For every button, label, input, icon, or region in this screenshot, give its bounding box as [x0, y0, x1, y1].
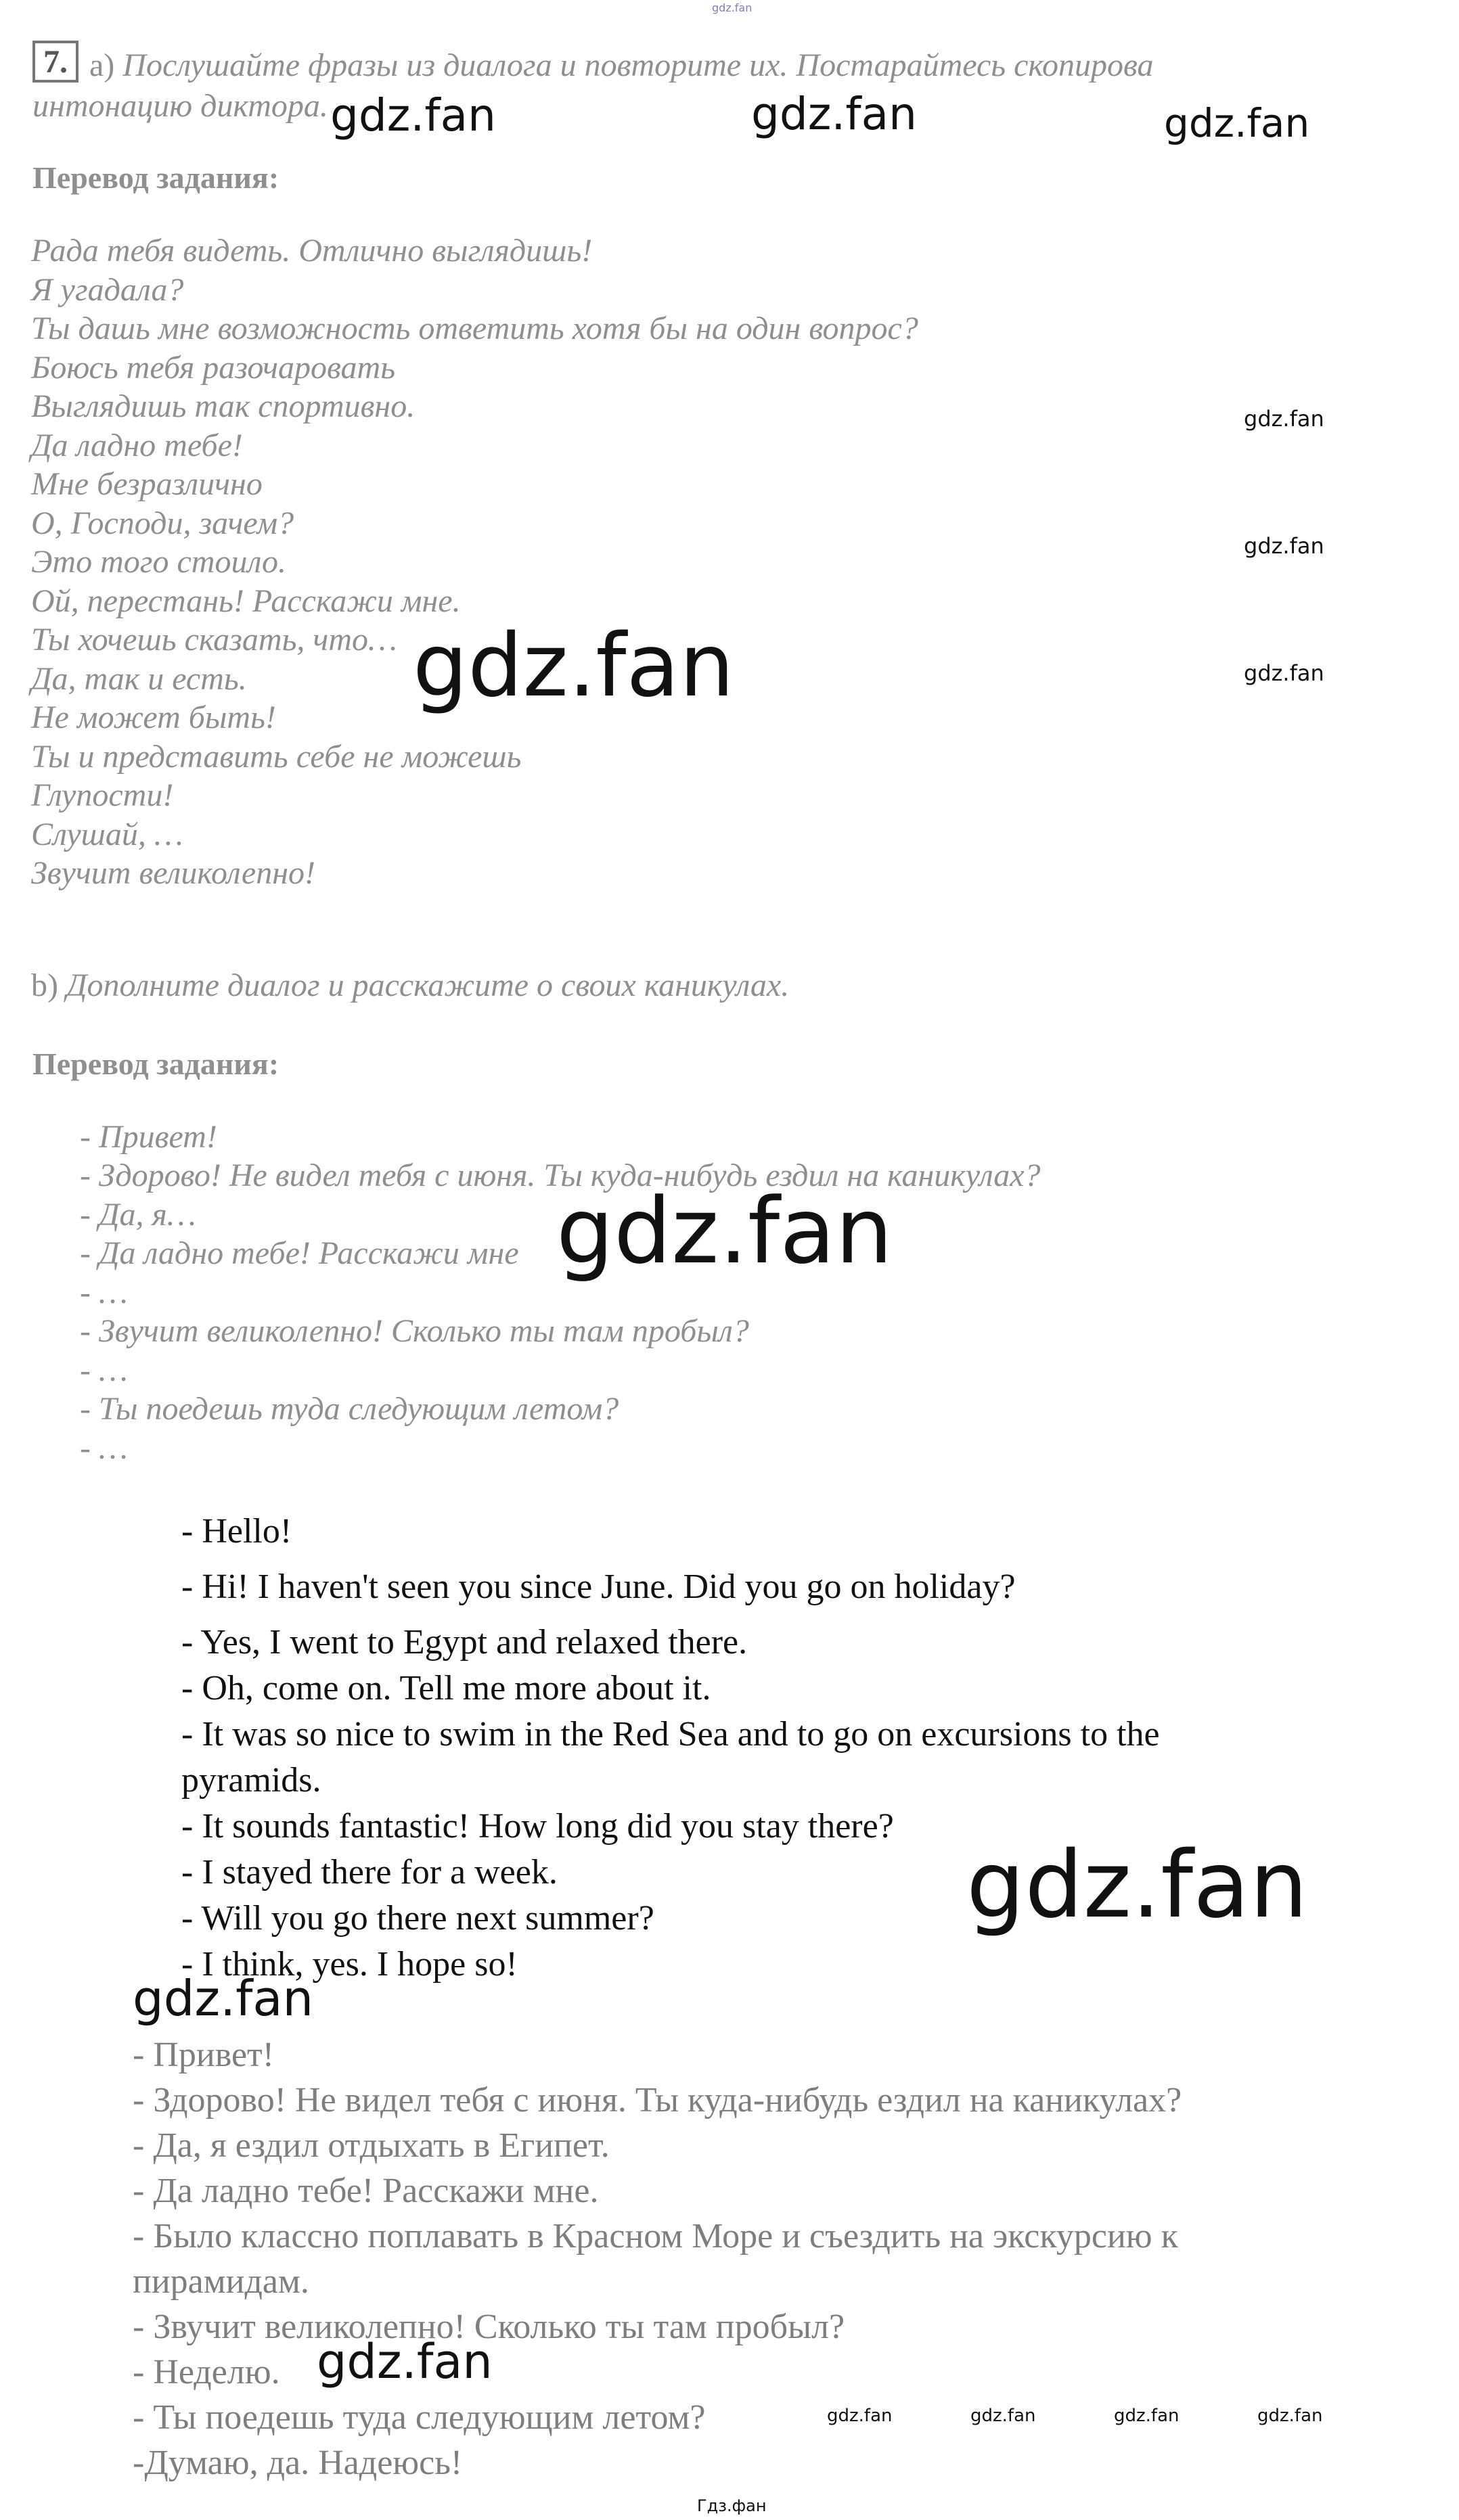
dialog-ru-line: - Здорово! Не видел тебя с июня. Ты куда-нибудь ездил на каникулах?: [80, 1158, 1041, 1193]
watermark: gdz.fan: [1244, 533, 1324, 559]
answer-en-line: - It was so nice to swim in the Red Sea and to go on excursions to the: [181, 1715, 1160, 1754]
dialog-ru-line: - …: [80, 1275, 128, 1310]
dialog-ru-line: - Да ладно тебе! Расскажи мне: [80, 1235, 519, 1271]
phrase-line: Ты и представить себе не можешь: [31, 739, 522, 775]
section-b-heading: Перевод задания:: [32, 1047, 279, 1081]
watermark: gdz.fan: [317, 2334, 493, 2389]
phrase-line: Не может быть!: [31, 700, 276, 735]
answer-ru-line: пирамидам.: [133, 2262, 309, 2301]
phrase-line: Мне безразлично: [31, 466, 263, 502]
phrase-line: Ты дашь мне возможность ответить хотя бы на один вопрос?: [31, 311, 918, 346]
watermark: gdz.fan: [827, 2406, 893, 2426]
watermark: gdz.fan: [413, 616, 734, 716]
answer-en-line: - I think, yes. I hope so!: [181, 1945, 518, 1984]
answer-en-line: - Hello!: [181, 1512, 292, 1551]
answer-ru-line: - Ты поедешь туда следующим летом?: [133, 2398, 706, 2437]
phrase-line: Боюсь тебя разочаровать: [31, 350, 396, 386]
answer-ru-line: - Неделю.: [133, 2353, 280, 2391]
watermark: gdz.fan: [1244, 406, 1324, 432]
answer-en-line: pyramids.: [181, 1761, 321, 1800]
answer-en-line: - Hi! I haven't seen you since June. Did you go on holiday?: [181, 1567, 1016, 1606]
phrase-line: Слушай, …: [31, 817, 183, 852]
phrase-line: Звучит великолепно!: [31, 855, 315, 891]
phrase-line: Ты хочешь сказать, что…: [31, 622, 397, 658]
phrase-line: Я угадала?: [31, 272, 184, 308]
phrase-line: Это того стоило.: [31, 544, 286, 580]
watermark: gdz.fan: [1164, 100, 1310, 146]
answer-ru-line: - Звучит великолепно! Сколько ты там пробыл?: [133, 2308, 845, 2346]
answer-ru-line: - Да, я ездил отдыхать в Египет.: [133, 2126, 610, 2165]
phrase-line: О, Господи, зачем?: [31, 505, 294, 541]
section-a-heading: Перевод задания:: [32, 160, 279, 195]
phrase-line: Да ладно тебе!: [31, 428, 243, 463]
watermark: gdz.fan: [751, 88, 917, 140]
watermark: gdz.fan: [1257, 2406, 1323, 2426]
dialog-ru-line: - Ты поедешь туда следующим летом?: [80, 1391, 619, 1427]
phrase-line: Ой, перестань! Расскажи мне.: [31, 583, 461, 619]
part-b-letter: b): [31, 967, 58, 1003]
part-a-instruction-line-1: Послушайте фразы из диалога и повторите их. Постарайтесь скопирова: [122, 47, 1154, 83]
dialog-ru-line: - Да, я…: [80, 1197, 196, 1233]
phrase-line: Глупости!: [31, 777, 174, 813]
watermark: gdz.fan: [133, 1970, 314, 2027]
answer-en-line: - It sounds fantastic! How long did you stay there?: [181, 1807, 894, 1846]
part-b-instruction-text: Дополните диалог и расскажите о своих каникулах.: [66, 967, 790, 1003]
answer-ru-line: -Думаю, да. Надеюсь!: [133, 2444, 463, 2482]
phrase-line: Да, так и есть.: [31, 661, 247, 697]
watermark-top: gdz.fan: [712, 1, 753, 14]
task-number: 7.: [32, 41, 78, 83]
answer-en-line: - I stayed there for a week.: [181, 1853, 558, 1892]
dialog-ru-line: - …: [80, 1352, 128, 1388]
part-a-instruction: [89, 46, 1154, 85]
watermark: gdz.fan: [966, 1832, 1308, 1939]
watermark: gdz.fan: [330, 89, 496, 141]
part-a-letter: a): [89, 47, 115, 83]
watermark: gdz.fan: [1114, 2406, 1180, 2426]
answer-ru-line: - Привет!: [133, 2036, 275, 2074]
part-b-instruction: [31, 966, 789, 1005]
answer-en-line: - Will you go there next summer?: [181, 1899, 654, 1938]
part-a-instruction-line-2: интонацию диктора.: [32, 88, 328, 124]
answer-ru-line: - Было классно поплавать в Красном Море и съездить на экскурсию к: [133, 2217, 1178, 2255]
dialog-ru-line: - …: [80, 1430, 128, 1466]
answer-ru-line: - Здорово! Не видел тебя с июня. Ты куда-нибудь ездил на каникулах?: [133, 2081, 1182, 2120]
answer-en-line: - Oh, come on. Tell me more about it.: [181, 1669, 711, 1708]
dialog-ru-line: - Привет!: [80, 1119, 217, 1155]
watermark: gdz.fan: [970, 2406, 1036, 2426]
watermark: gdz.fan: [1244, 660, 1324, 686]
phrase-line: Выглядишь так спортивно.: [31, 388, 416, 424]
answer-ru-line: - Да ладно тебе! Расскажи мне.: [133, 2172, 599, 2210]
watermark-footer: Гдз.фан: [697, 2496, 767, 2515]
dialog-ru-line: - Звучит великолепно! Сколько ты там пробыл?: [80, 1313, 749, 1349]
phrase-line: Рада тебя видеть. Отлично выглядишь!: [31, 233, 593, 269]
watermark: gdz.fan: [556, 1178, 893, 1284]
answer-en-line: - Yes, I went to Egypt and relaxed there.: [181, 1623, 748, 1662]
